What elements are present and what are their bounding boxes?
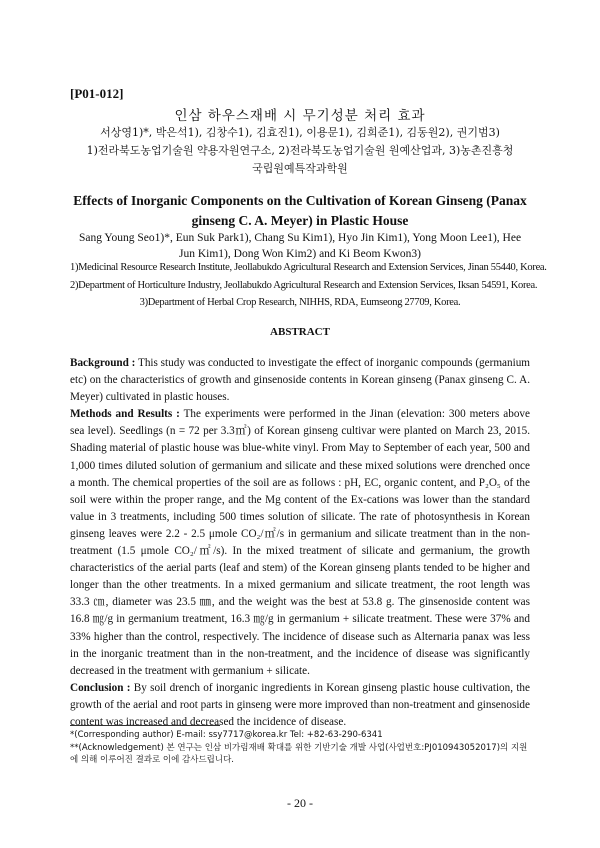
abstract-body [70, 355, 530, 731]
methods-text: The experiments were performed in the Jinan (elevation: 300 meters above sea level). Seedlings (n = 72 per 3.3㎡) of Korean ginseng cultivar were planted on March 23, 2015. Shading material of plastic house was blue-white vinyl. From May to September of each year, 500 and 1,000 times diluted solution of germanium and silicate and these mixed solutions were drenched once a month. The chemical properties of the soil are as follows : pH, EC, organic content, and P₂O₅ of the soil were within the proper range, and the Mg content of the Ex-cations was lower than the standard value in 3 treatments, including 500 times solution of silicate. The rate of photosynthesis in Korean ginseng leaves were 2.2 - 2.5 μmole CO₂/㎡/s in germanium and silicate treatment than in the non-treatment (1.5 μmole CO₂/㎡/s). In the mixed treatment of silicate and germanium, the growth characteristics of the aerial parts (leaf and stem) of the Korean ginseng plants tended to be higher and longer than the other treatments. In a mixed germanium and silicate treatment, the root length was 33.3 ㎝, diameter was 23.5 ㎜, and the weight was the best at 53.8 g. The ginsenoside content was 16.8 ㎎/g in germanium treatment, 16.3 ㎎/g in germanium + silicate treatment. These were 37% and 33% higher than the control, respectively. The incidence of disease such as Alternaria panax was less in the inorganic treatment than in the non-treatment, and the incidence of disease was significantly decreased in the treatment with germanium + silicate. [70, 408, 530, 677]
conclusion-text: By soil drench of inorganic ingredients in Korean ginseng plastic house cultivation, the growth of the aerial and root parts in ginseng were more improved than non-treatment and ginsenoside content was increased and decreased the incidence of disease. [70, 681, 530, 728]
conclusion-paragraph [70, 680, 530, 731]
conclusion-label: Conclusion : [70, 681, 131, 694]
footnote-divider [70, 725, 220, 726]
english-authors-line-2: Jun Kim1), Dong Won Kim2) and Ki Beom Kwon3) [179, 248, 421, 260]
affiliation-3: 3)Department of Herbal Crop Research, NIHHS, RDA, Eumseong 27709, Korea. [139, 297, 461, 308]
methods-paragraph [70, 406, 530, 680]
footnote-corresponding-author: *(Corresponding author) E-mail: ssy7717@korea.kr Tel: +82-63-290-6341 [70, 730, 383, 740]
background-text: This study was conducted to investigate the effect of inorganic compounds (germanium etc) on the characteristics of growth and ginsenoside contents in Korean ginseng (Panax ginseng C. A. Meyer) cultivated in plastic houses. [70, 357, 530, 404]
background-label: Background : [70, 357, 136, 369]
korean-authors: 서상영1)*, 박은석1), 김창수1), 김효진1), 이용문1), 김희준1), 김동원2), 권기범3) [100, 126, 500, 139]
methods-label: Methods and Results : [70, 408, 180, 421]
korean-authors-block [70, 124, 530, 178]
page-number: - 20 - [287, 796, 313, 810]
korean-affiliation-line-2: 국립원예특작과학원 [252, 162, 348, 175]
english-title-line-1: Effects of Inorganic Components on the Cultivation of Korean Ginseng (Panax [73, 193, 527, 208]
english-title [70, 191, 530, 231]
english-authors-line-1: Sang Young Seo1)*, Eun Suk Park1), Chang Su Kim1), Hyo Jin Kim1), Yong Moon Lee1), Hee [78, 232, 522, 244]
korean-affiliation-line-1: 1)전라북도농업기술원 약용자원연구소, 2)전라북도농업기술원 원예산업과, 3)농촌진흥청 [86, 144, 514, 157]
affiliation-1: 1)Medicinal Resource Research Institute, Jeollabukdo Agricultural Research and Extension Services, Jinan 55440, Korea. [70, 262, 547, 273]
english-authors [70, 230, 530, 262]
footnote-acknowledgement: **(Acknowledgement) 본 연구는 인삼 비가림재배 확대를 위한 기반기술 개발 사업(사업번호:PJ010943052017)의 지원에 의해 이루어진 결과로 이에 감사드립니다. [70, 743, 528, 765]
abstract-heading: ABSTRACT [270, 326, 330, 338]
poster-code: [P01-012] [70, 86, 124, 101]
background-paragraph [70, 355, 530, 406]
affiliation-2: 2)Department of Horticulture Industry, Jeollabukdo Agricultural Research and Extension Services, Iksan 54591, Korea. [70, 280, 538, 291]
korean-title: 인삼 하우스재배 시 무기성분 처리 효과 [174, 108, 426, 124]
english-title-line-2: ginseng C. A. Meyer) in Plastic House [191, 213, 409, 228]
